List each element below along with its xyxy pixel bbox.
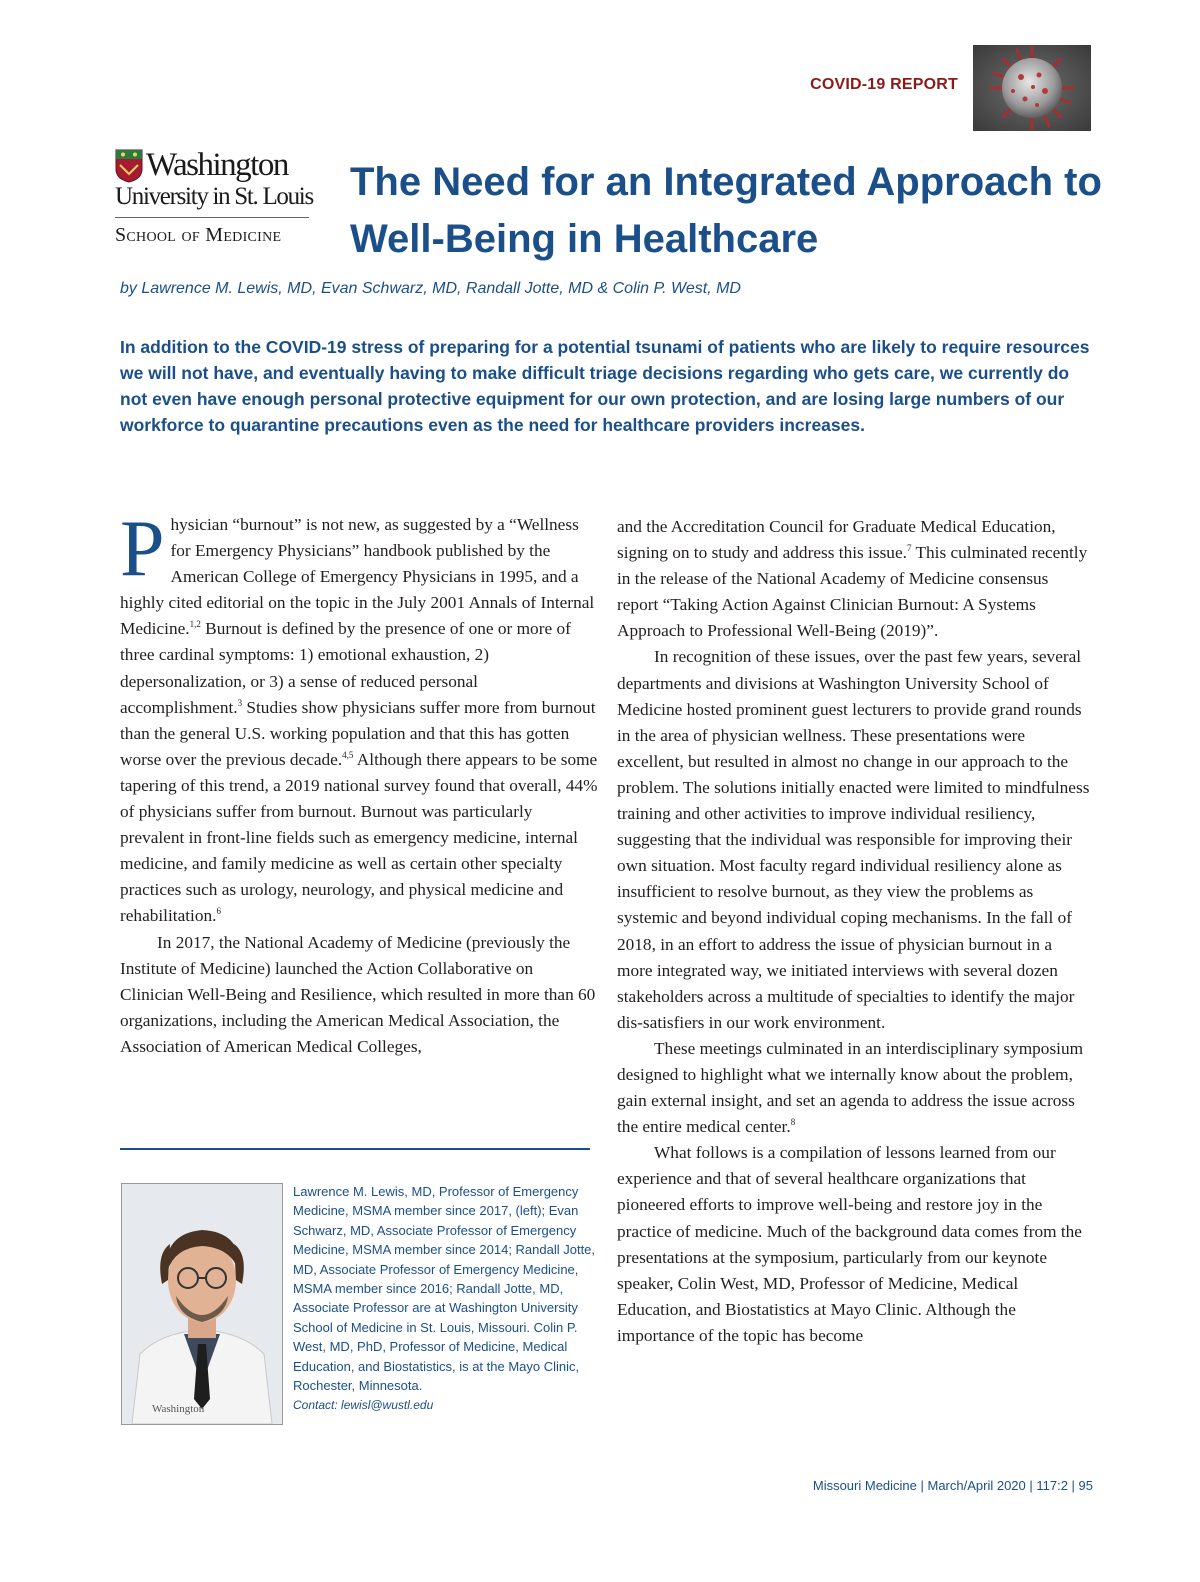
paragraph-2-start: In 2017, the National Academy of Medicine (previously the Institute of Medicine) launched the Action Collaborative on Clinician Well-Being and Resilience, which resulted in more than 60 organizations, including the American Medical Association, the Association of American Medical Colleges, xyxy=(120,932,596,1056)
author-contact: Contact: lewisl@wustl.edu xyxy=(293,1398,434,1413)
text-run: hysician “burnout” is not new, as suggested by a “Wellness for Emergency Physicians” handbook published by the American College of Emergency Physicians in 1995, and a highly cited editorial on the topic in the July 2001 Annals of Internal Medicine. xyxy=(120,515,595,639)
crest-icon xyxy=(115,149,143,183)
page-footer: Missouri Medicine | March/April 2020 | 117:2 | 95 xyxy=(812,1478,1093,1493)
drop-cap: P xyxy=(120,505,165,593)
text-run: Studies show physicians suffer more from burnout than the general U.S. working population and that this has gotten worse over the previous decade. xyxy=(120,697,596,769)
author-bio-text: Lawrence M. Lewis, MD, Professor of Emergency Medicine, MSMA member since 2017, (left); Evan Schwarz, MD, Associate Professor of Emergency Medicine, MSMA member since 2014; Randall Jotte, MD, Associate Professor of Emergency Medicine, MSMA member since 2016; Randall Jotte, MD, Associate Professor are at Washington University School of Medicine in St. Louis, Missouri. Colin P. West, MD, PhD, Professor of Medicine, Medical Education, and Biostatistics, is at the Mayo Clinic, Rochester, Minnesota. xyxy=(293,1184,596,1394)
author-byline: by Lawrence M. Lewis, MD, Evan Schwarz, MD, Randall Jotte, MD & Colin P. West, MD xyxy=(120,280,741,297)
author-bio xyxy=(293,1182,603,1416)
text-run: These meetings culminated in an interdisciplinary symposium designed to highlight what we internally know about the problem, gain external insight, and set an agenda to address the issue across the entire medical center. xyxy=(617,1038,1084,1137)
reference-marker: 8 xyxy=(790,1117,796,1128)
article-title: The Need for an Integrated Approach to Well-Being in Healthcare xyxy=(350,160,1102,261)
body-column-left xyxy=(120,505,598,1060)
text-run: Burnout is defined by the presence of one or more of three cardinal symptoms: 1) emotional exhaustion, 2) depersonalization, or 3) a sense of reduced personal accomplishment. xyxy=(120,619,571,717)
section-label: COVID-19 REPORT xyxy=(810,76,958,93)
author-box-divider xyxy=(120,1148,590,1150)
author-photo xyxy=(121,1183,283,1425)
article-abstract: In addition to the COVID-19 stress of preparing for a potential tsunami of patients who are likely to require resources we will not have, and eventually having to make difficult triage decisions regarding who gets care, we currently do not even have enough personal protective equipment for our own protection, and are losing large numbers of our workforce to quarantine precautions even as the need for healthcare providers increases. xyxy=(120,337,1090,435)
paragraph-3: In recognition of these issues, over the past few years, several departments and divisions at Washington University School of Medicine hosted prominent guest lecturers to provide grand rounds in the area of physician wellness. These presentations were excellent, but resulted in almost no change in our approach to the problem. The solutions initially enacted were limited to mindfulness training and other activities to improve individual resiliency, suggesting that the individual was responsible for improving their own situation. Most faculty regard individual resiliency alone as insufficient to resolve burnout, as they view the problems as systemic and beyond individual coping mechanisms. In the fall of 2018, in an effort to address the issue of physician burnout in a more integrated way, we initiated interviews with several dozen stakeholders across a multitude of specialties to identify the major dis-satisfiers in our work environment. xyxy=(617,647,1090,1032)
coronavirus-image xyxy=(973,45,1091,131)
paragraph-1 xyxy=(120,505,598,930)
reference-marker: 3 xyxy=(237,697,243,708)
logo-line-2: University in St. Louis xyxy=(115,183,313,210)
reference-marker: 7 xyxy=(906,543,912,554)
paragraph-4 xyxy=(617,1036,1091,1140)
svg-text:Washington: Washington xyxy=(152,1403,205,1415)
text-run: This culminated recently in the release of the National Academy of Medicine consensus report “Taking Action Against Clinician Burnout: A Systems Approach to Professional Well-Being (2019)”. xyxy=(617,543,1088,641)
paragraph-5: What follows is a compilation of lessons learned from our experience and that of several healthcare organizations that pioneered efforts to improve well-being and restore joy in the practice of medicine. Much of the background data comes from the presentations at the symposium, particularly from our keynote speaker, Colin West, MD, Professor of Medicine, Medical Education, and Biostatistics at Mayo Clinic. Although the importance of the topic has become xyxy=(617,1143,1082,1345)
reference-marker: 1,2 xyxy=(189,619,201,630)
reference-marker: 4,5 xyxy=(342,749,354,760)
text-run: and the Accreditation Council for Graduate Medical Education, signing on to study and address this issue. xyxy=(617,517,1056,563)
logo-line-3: School of Medicine xyxy=(115,224,282,246)
reference-marker: 6 xyxy=(216,906,221,917)
text-run: Although there appears to be some tapering of this trend, a 2019 national survey found that overall, 44% of physicians suffer from burnout. Burnout was particularly prevalent in front-line fields such as emergency medicine, internal medicine, and family medicine as well as certain other specialty practices such as urology, neurology, and physical medicine and rehabilitation. xyxy=(120,749,598,926)
body-column-right xyxy=(617,514,1091,1349)
washu-logo xyxy=(113,145,318,250)
logo-line-1: Washington xyxy=(146,147,288,183)
logo-divider xyxy=(115,217,309,218)
paragraph-2-continued xyxy=(617,514,1091,644)
